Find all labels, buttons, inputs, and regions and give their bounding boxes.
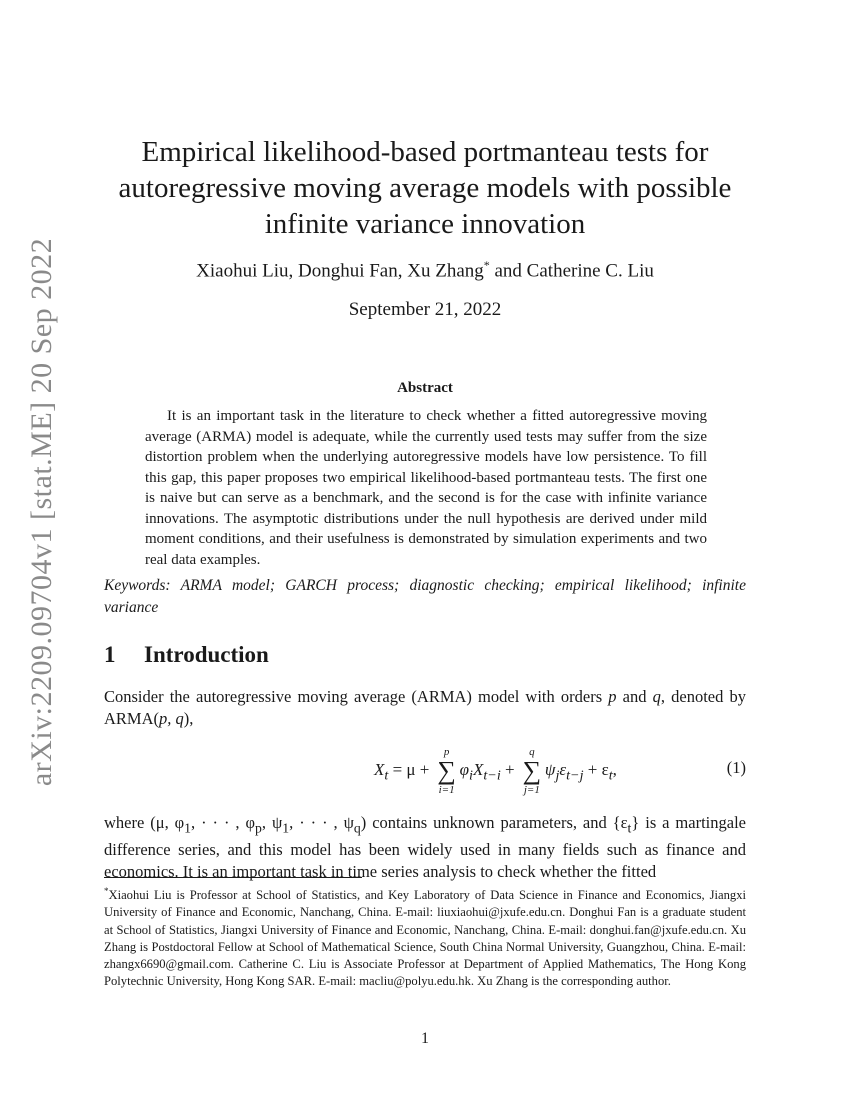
title-line-2: autoregressive moving average models with possible (118, 172, 732, 204)
title-line-3: infinite variance innovation (264, 208, 586, 240)
section-number: 1 (104, 642, 116, 667)
title-line-1: Empirical likelihood-based portmanteau tests for (141, 136, 709, 168)
section-heading (104, 642, 269, 668)
footnote-divider (104, 877, 362, 878)
publication-date: September 21, 2022 (348, 299, 502, 320)
equation-number: (1) (726, 758, 746, 777)
page-number: 1 (421, 1030, 429, 1047)
author-footnote: *Xiaohui Liu is Professor at School of Statistics, and Key Laboratory of Data Science in Finance and Economics, Jiangxi University of Finance and Economic, Nanchang, China. E-mail: liuxiaohui@jxufe.edu.cn. Donghui Fan is a graduate student at School of Statistics, Jiangxi University of Finance and Economic, Nanchang, China. E-mail: donghui.fan@jxufe.edu.cn. Xu Zhang is Postdoctoral Fellow at School of Mathematical Science, South China Normal University, Guangzhou, China. E-mail: zhangx6690@gmail.com. Catherine C. Liu is Associate Professor at Department of Applied Mathematics, The Hong Kong Polytechnic University, Hong Kong SAR. E-mail: macliu@polyu.edu.hk. Xu Zhang is the corresponding author. (104, 886, 746, 989)
intro-paragraph-2: where (μ, $\varphi_1$, · · · , $\varphi_p$, $\psi_1$, · · · , $\psi_q$) contains unknown parameters, and $\{\varepsilon_t\}$ is a martingale difference series, and this model has been widely used in many fields such as finance and economics. It is an important task in time series analysis to check whether the fitted (104, 813, 746, 882)
paper-title (100, 134, 750, 242)
abstract-heading: Abstract (397, 380, 453, 396)
author-list: Xiaohui Liu, Donghui Fan, Xu Zhang* and Catherine C. Liu (196, 258, 654, 282)
abstract-body: It is an important task in the literature to check whether a fitted autoregressive moving average (ARMA) model is adequate, while the currently used tests may suffer from the size distortion problem when the underlying autoregressive models have low persistence. To fill this gap, this paper proposes two empirical likelihood-based portmanteau tests. The first one is naive but can serve as a benchmark, and the second is for the case with infinite variance innovations. The asymptotic distributions under the null hypothesis are derived under mild moment conditions, and their usefulness is demonstrated by simulation experiments and two real data examples. (145, 408, 707, 568)
summation-symbol: ∑ q j=1 (522, 746, 542, 796)
section-title: Introduction (144, 642, 269, 667)
footnote-mark: * (483, 258, 490, 272)
arxiv-identifier: arXiv:2209.09704v1 [stat.ME] 20 Sep 2022 (25, 237, 58, 787)
equation-body: $X_t = \mu$ + ∑ p i=1 $\varphi_iX_{t-i}$ + ∑ q j=1 $\psi_j\varepsilon_{t-j} + \varepsilon_t$, (374, 746, 617, 796)
equation-1 (104, 748, 746, 798)
keywords: Keywords: ARMA model; GARCH process; diagnostic checking; empirical likelihood; infinite variance (104, 577, 746, 616)
intro-paragraph-1: Consider the autoregressive moving average (ARMA) model with orders p and q, denoted by ARMA(p, q), (104, 687, 747, 728)
arxiv-side-stamp (18, 237, 66, 787)
summation-symbol: ∑ p i=1 (437, 746, 456, 796)
